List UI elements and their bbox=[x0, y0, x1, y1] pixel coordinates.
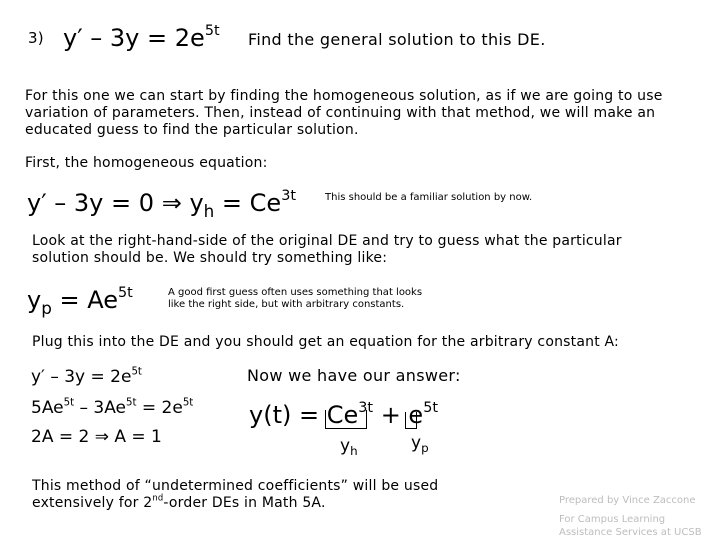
work2-b: – 3Ae bbox=[74, 398, 127, 418]
answer-label-yp bbox=[411, 433, 429, 456]
yh-bracket bbox=[325, 410, 367, 429]
guess-line-1: Look at the right-hand-side of the original DE and try to guess what the particular bbox=[32, 233, 622, 249]
work2-rhs-exp: 5t bbox=[182, 397, 194, 409]
label-yp-sub: p bbox=[421, 441, 429, 456]
homog-yh-rhs: = Ce bbox=[221, 189, 282, 217]
guess-yp-exp: 5t bbox=[118, 285, 133, 302]
homog-note: This should be a familiar solution by now. bbox=[325, 192, 533, 203]
problem-instruction: Find the general solution to this DE. bbox=[248, 30, 546, 49]
credit-line-3: Assistance Services at UCSB bbox=[559, 527, 702, 538]
intro-line-3: educated guess to find the particular solution. bbox=[25, 122, 359, 138]
guess-yp-base: y bbox=[27, 286, 42, 314]
closing-line-1: This method of “undetermined coefficients” will be used bbox=[32, 478, 439, 494]
homog-equation bbox=[27, 188, 296, 221]
intro-line-2: variation of parameters. Then, instead of continuing with that method, we will make an bbox=[25, 105, 656, 121]
work-line-1 bbox=[31, 367, 142, 387]
implies-arrow: ⇒ bbox=[161, 189, 182, 217]
work1-lhs: y′ – 3y bbox=[31, 367, 86, 387]
work1-rhs: = 2e bbox=[90, 367, 132, 387]
closing-2-pre: extensively for 2 bbox=[32, 495, 153, 511]
homog-heading: First, the homogeneous equation: bbox=[25, 155, 268, 171]
guess-note-line-1: A good first guess often uses something that looks bbox=[168, 287, 423, 298]
guess-note-line-2: like the right side, but with arbitrary constants. bbox=[168, 299, 405, 310]
answer-exp-2: 5t bbox=[423, 400, 439, 417]
problem-equation bbox=[63, 24, 220, 52]
work-line-2 bbox=[31, 398, 193, 418]
label-yh-sub: h bbox=[350, 444, 358, 459]
homog-eq-mid: = 0 bbox=[111, 189, 155, 217]
problem-equation-coef: 2e bbox=[174, 24, 205, 52]
intro-line-1: For this one we can start by finding the homogeneous solution, as if we are going to use bbox=[25, 88, 663, 104]
work2-b-exp: 5t bbox=[126, 397, 137, 409]
plug-text: Plug this into the DE and you should get an equation for the arbitrary constant A: bbox=[32, 334, 619, 350]
credit-line-1: Prepared by Vince Zaccone bbox=[559, 495, 696, 506]
homog-yh-exp: 3t bbox=[281, 188, 296, 205]
label-yh-base: y bbox=[340, 436, 351, 456]
closing-2-sup: nd bbox=[152, 492, 164, 503]
problem-number: 3) bbox=[28, 29, 44, 47]
answer-label-yh bbox=[340, 436, 358, 459]
work2-a: 5Ae bbox=[31, 398, 64, 418]
answer-lhs: y(t) = Ce bbox=[249, 401, 359, 429]
yp-bracket bbox=[405, 412, 417, 429]
homog-yh-base: y bbox=[189, 189, 204, 217]
work2-a-exp: 5t bbox=[63, 397, 75, 409]
guess-line-2: solution should be. We should try something like: bbox=[32, 250, 388, 266]
closing-2-post: -order DEs in Math 5A. bbox=[163, 495, 326, 511]
closing-line-2 bbox=[32, 492, 326, 512]
answer-exp-1: 3t bbox=[358, 400, 374, 417]
problem-equation-eq: = bbox=[147, 24, 168, 52]
answer-plus: + e bbox=[380, 401, 424, 429]
guess-yp-sub: p bbox=[41, 297, 52, 318]
problem-equation-lhs: y′ – 3y bbox=[63, 24, 140, 52]
homog-eq-left: y′ – 3y bbox=[27, 189, 104, 217]
guess-equation bbox=[27, 285, 133, 318]
label-yp-base: y bbox=[411, 433, 422, 453]
work-line-3: 2A = 2 ⇒ A = 1 bbox=[31, 427, 162, 447]
work2-rhs: = 2e bbox=[136, 398, 183, 418]
guess-yp-rhs: = Ae bbox=[59, 286, 118, 314]
credit-line-2: For Campus Learning bbox=[559, 514, 666, 525]
problem-equation-exp: 5t bbox=[204, 23, 220, 40]
homog-yh-sub: h bbox=[203, 200, 215, 221]
work1-exp: 5t bbox=[131, 366, 142, 378]
answer-heading: Now we have our answer: bbox=[247, 366, 461, 385]
